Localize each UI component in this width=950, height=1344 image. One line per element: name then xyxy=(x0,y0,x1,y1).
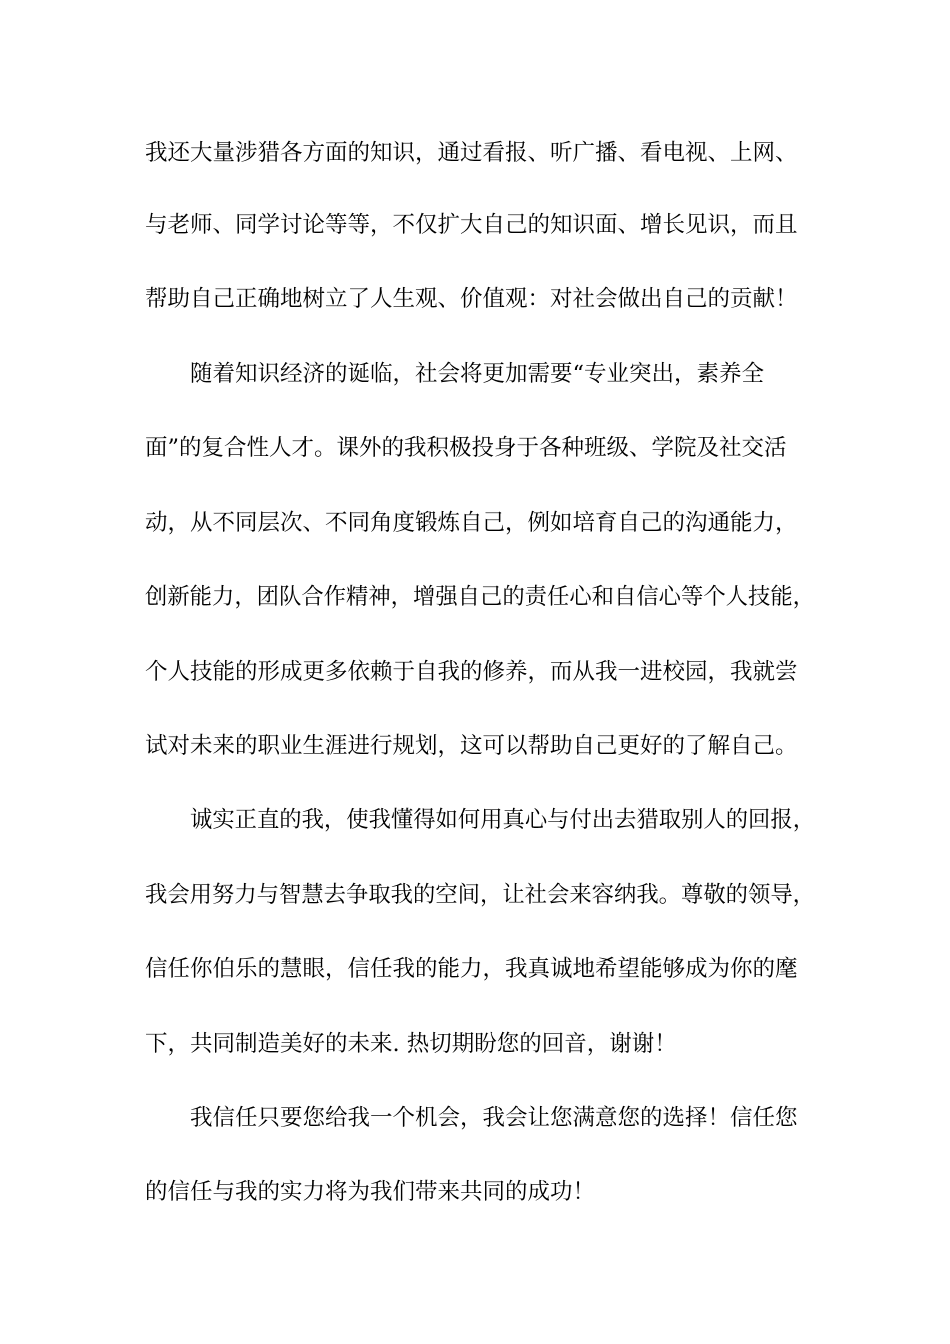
text-line xyxy=(0,577,950,617)
text-line xyxy=(0,1098,950,1138)
line-text: 个人技能的形成更多依赖于自我的修养，而从我一进校园，我就尝 xyxy=(145,659,798,685)
text-line xyxy=(0,279,950,319)
text-line xyxy=(0,726,950,766)
line-text: 与老师、同学讨论等等，不仅扩大自己的知识面、增长见识，而且 xyxy=(145,212,798,238)
line-text: 诚实正直的我，使我懂得如何用真心与付出去猎取别人的回报， xyxy=(190,807,816,833)
line-text: 我还大量涉猎各方面的知识，通过看报、听广播、看电视、上网、 xyxy=(145,140,798,166)
text-line xyxy=(0,949,950,989)
line-text: 面”的复合性人才。课外的我积极投身于各种班级、学院及社交活 xyxy=(145,435,787,461)
line-text: 动，从不同层次、不同角度锻炼自己，例如培育自己的沟通能力， xyxy=(145,510,798,536)
line-text: 试对未来的职业生涯进行规划，这可以帮助自己更好的了解自己。 xyxy=(145,733,798,759)
text-line xyxy=(0,652,950,692)
text-line xyxy=(0,428,950,468)
text-line xyxy=(0,1172,950,1212)
text-line xyxy=(0,354,950,394)
line-text: 的信任与我的实力将为我们带来共同的成功！ xyxy=(145,1179,596,1205)
line-text: 随着知识经济的诞临，社会将更加需要“专业突出，素养全 xyxy=(190,361,765,387)
text-line xyxy=(0,205,950,245)
text-line xyxy=(0,503,950,543)
text-line xyxy=(0,875,950,915)
text-line xyxy=(0,1024,950,1064)
line-text: 创新能力，团队合作精神，增强自己的责任心和自信心等个人技能， xyxy=(145,584,816,610)
line-text: 我信任只要您给我一个机会，我会让您满意您的选择！信任您 xyxy=(190,1105,798,1131)
line-text: 我会用努力与智慧去争取我的空间，让社会来容纳我。尊敬的领导， xyxy=(145,882,816,908)
line-text: 下，共同制造美好的未来. 热切期盼您的回音，谢谢！ xyxy=(145,1031,677,1057)
text-line xyxy=(0,133,950,173)
line-text: 信任你伯乐的慧眼，信任我的能力，我真诚地希望能够成为你的麾 xyxy=(145,956,798,982)
text-line xyxy=(0,800,950,840)
line-text: 帮助自己正确地树立了人生观、价值观：对社会做出自己的贡献！ xyxy=(145,286,798,312)
